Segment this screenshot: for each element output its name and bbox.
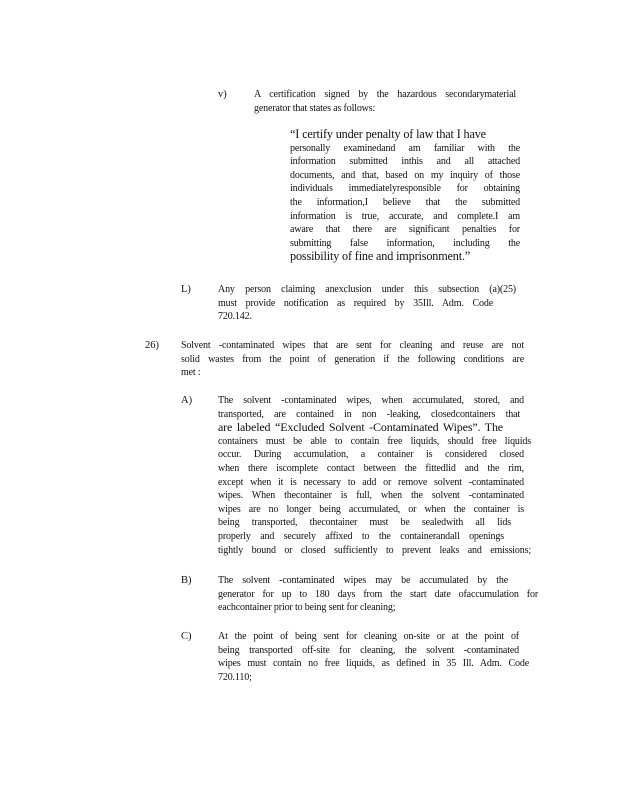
text-line: transported, are contained in non -leaking, closedcontainers that: [218, 408, 520, 420]
text-line: individuals immediatelyresponsible for obtaining: [290, 183, 520, 195]
item-A-text: [218, 394, 531, 557]
item-B-label: B): [181, 575, 192, 586]
text-line: except when it is necessary to add or remove solvent -contaminated: [218, 476, 524, 488]
text-line: generator for up to 180 days from the start date ofaccumulation for: [218, 588, 538, 600]
text-line: The solvent -contaminated wipes may be accumulated by the: [218, 575, 508, 586]
text-line: containers must be able to contain free liquids, should free liquids: [218, 435, 531, 447]
text-line: solid wastes from the point of generation if the following conditions are: [181, 353, 524, 365]
item-v-text: [254, 88, 516, 115]
text-line: tightly bound or closed sufficiently to prevent leaks and emissions;: [218, 544, 531, 556]
text-line: occur. During accumulation, a container is considered closed: [218, 449, 524, 461]
text-line: possibility of fine and imprisonment.”: [290, 249, 471, 264]
text-line: “I certify under penalty of law that I have: [290, 127, 486, 141]
item-B-text: [218, 574, 538, 615]
text-line: Solvent -contaminated wipes that are sent for cleaning and reuse are not: [181, 340, 524, 351]
item-C-label: C): [181, 631, 192, 642]
text-line: A certification signed by the hazardous secondarymaterial: [254, 89, 516, 100]
text-line: wipes. When thecontainer is full, when the solvent -contaminated: [218, 490, 524, 502]
item-C-text: [218, 630, 529, 684]
text-line: when there iscomplete contact between the fittedlid and the rim,: [218, 462, 524, 474]
text-line: Any person claiming anexclusion under this subsection (a)(25): [218, 284, 516, 295]
text-line: wipes are no longer being accumulated, or when the container is: [218, 503, 524, 515]
text-line: wipes must contain no free liquids, as defined in 35 Ill. Adm. Code: [218, 658, 529, 670]
text-line: At the point of being sent for cleaning on-site or at the point of: [218, 631, 519, 642]
text-line: The solvent -contaminated wipes, when accumulated, stored, and: [218, 395, 524, 406]
text-line: are labeled “Excluded Solvent -Contaminated Wipes”. The: [218, 420, 503, 435]
text-line: submitting false information, including the: [290, 237, 520, 249]
item-26-label: 26): [145, 340, 159, 351]
text-line: properly and securely affixed to the containerandall openings: [218, 530, 504, 542]
text-line: being transported off-site for cleaning, the solvent -contaminated: [218, 644, 519, 656]
text-line: eachcontainer prior to being sent for cleaning;: [218, 602, 396, 614]
text-line: being transported, thecontainer must be sealedwith all lids: [218, 517, 511, 529]
item-L-label: L): [181, 284, 191, 295]
text-line: the information,I believe that the submitted: [290, 196, 520, 208]
item-L-text: [218, 283, 516, 324]
text-line: 720.142.: [218, 311, 252, 323]
text-line: information submitted inthis and all attached: [290, 156, 520, 168]
text-line: personally examinedand am familiar with the: [290, 142, 520, 154]
text-line: documents, and that, based on my inquiry of those: [290, 169, 520, 181]
text-line: must provide notification as required by 35Ill. Adm. Code: [218, 297, 493, 309]
text-line: information is true, accurate, and complete.I am: [290, 210, 520, 222]
certification-quote: [290, 128, 520, 264]
item-A-label: A): [181, 395, 193, 406]
text-line: 720.110;: [218, 671, 252, 683]
text-line: generator that states as follows:: [254, 102, 376, 114]
item-26-text: [181, 339, 524, 380]
text-line: aware that there are significant penalties for: [290, 224, 520, 236]
item-v-label: v): [218, 89, 227, 100]
text-line: met :: [181, 367, 201, 379]
